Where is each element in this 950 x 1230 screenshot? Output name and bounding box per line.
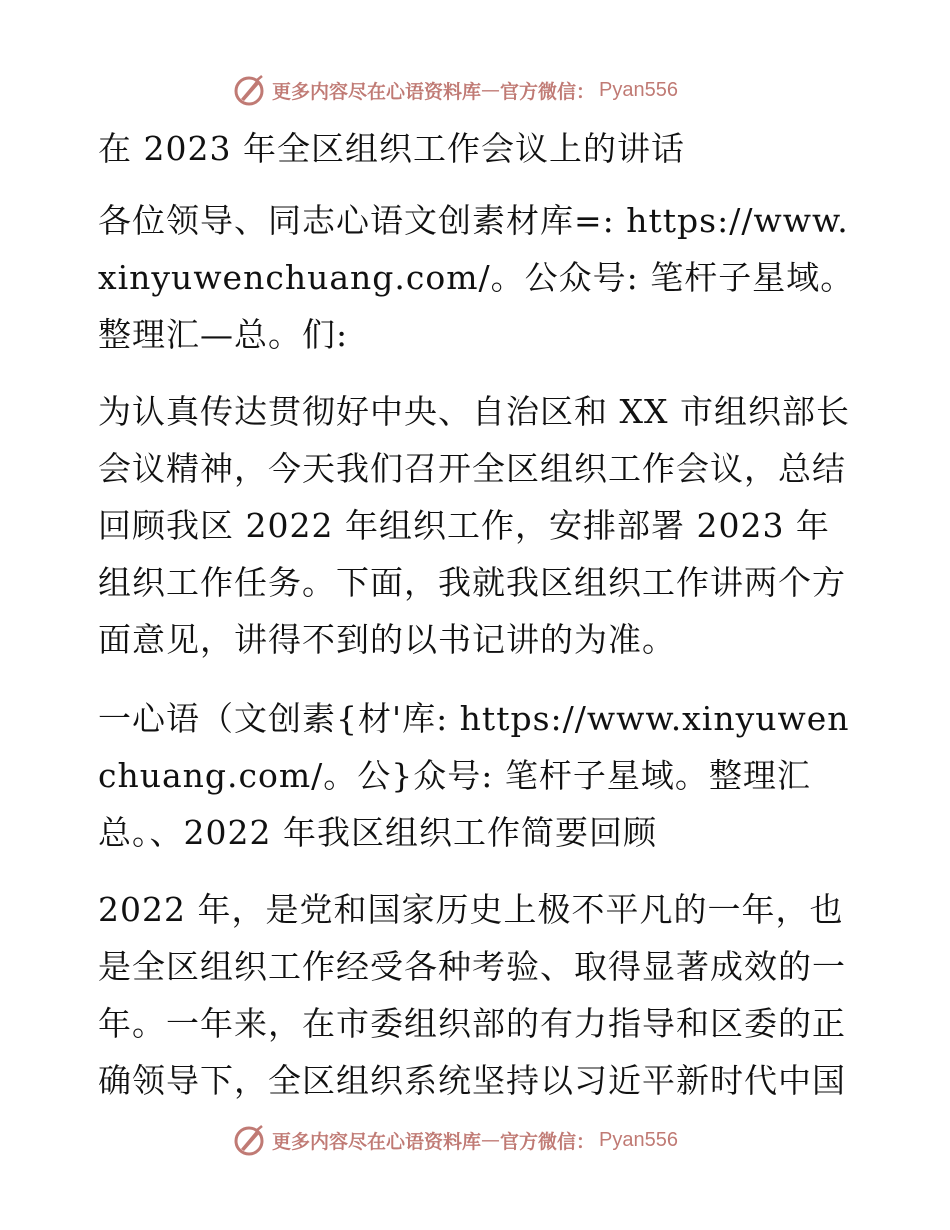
quill-pen-icon [232,1123,266,1157]
intro-paragraph: 为认真传达贯彻好中央、自治区和 XX 市组织部长会议精神，今天我们召开全区组织工作会议，总结回顾我区 2022 年组织工作，安排部署 2023 年组织工作任务。下面，我就我区组织工作讲两个方面意见，讲得不到的以书记讲的为准。 [98,392,850,659]
greeting-paragraph: 各位领导、同志心语文创素材库=: https://www.xinyuwenchuang.com/。公众号: 笔杆子星域。整理汇—总。们: [98,201,855,354]
watermark-banner-top [232,70,678,110]
watermark-wechat-id: Pyan556 [599,1128,678,1151]
quill-pen-icon [232,73,266,107]
review-paragraph: 2022 年，是党和国家历史上极不平凡的一年，也是全区组织工作经受各种考验、取得显著成效的一年。一年来，在市委组织部的有力指导和区委的正确领导下，全区组织系统坚持以习近平新时代中国 [98,890,846,1100]
watermark-wechat-id: Pyan556 [599,78,678,101]
document-title: 在 2023 年全区组织工作会议上的讲话 [98,129,685,168]
watermark-separator: — [481,79,501,101]
watermark-slogan: 更多内容尽在心语资料库 [272,80,482,103]
watermark-label: 官方微信： [500,1130,596,1153]
watermark-separator: — [481,1129,501,1151]
watermark-label: 官方微信： [500,80,596,103]
watermark-banner-bottom [232,1120,678,1160]
watermark-slogan: 更多内容尽在心语资料库 [272,1130,482,1153]
section-heading: 一心语（文创素{材'库: https://www.xinyuwenchuang.com/。公}众号: 笔杆子星域。整理汇总。、2022 年我区组织工作简要回顾 [98,699,850,852]
